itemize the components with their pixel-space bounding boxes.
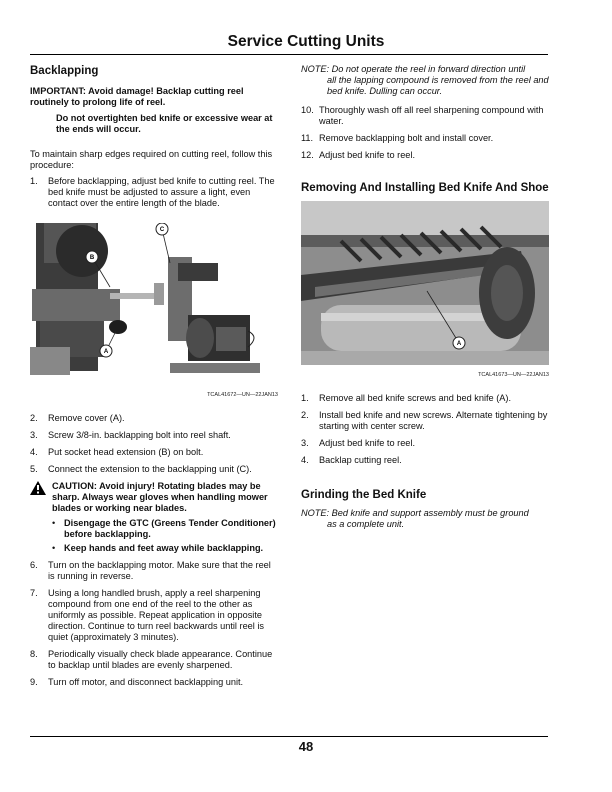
callout-a-label: A bbox=[456, 341, 462, 347]
footer-rule bbox=[30, 736, 548, 737]
bullet-text: Keep hands and feet away while backlapping. bbox=[64, 543, 264, 553]
note-text-cont: as a complete unit. bbox=[327, 519, 405, 529]
bullet-text: Disengage the GTC (Greens Tender Conditioner) before backlapping. bbox=[64, 518, 276, 539]
step-number: 4. bbox=[301, 455, 309, 465]
step-text: Using a long handled brush, apply a reel sharpening compound from one end of the reel to the other as uniformly as possible. Repeat application in opposite direction. Continue to turn reel backwards until reel is quiet (approximately 3 minutes). bbox=[48, 588, 265, 642]
bullet-icon: • bbox=[52, 543, 56, 553]
step-text: Connect the extension to the backlapping unit (C). bbox=[48, 464, 252, 474]
list-item bbox=[30, 464, 278, 475]
step-list-2 bbox=[30, 413, 278, 475]
list-item bbox=[301, 438, 549, 449]
list-item bbox=[301, 455, 549, 466]
list-item bbox=[301, 105, 549, 127]
step-list-3 bbox=[30, 560, 278, 688]
section-heading-backlapping: Backlapping bbox=[30, 65, 99, 77]
header-rule bbox=[30, 54, 548, 55]
important-note-2: Do not overtighten bed knife or excessive wear at the ends will occur. bbox=[56, 113, 273, 134]
step-text: Thoroughly wash off all reel sharpening compound with water. bbox=[319, 105, 544, 126]
list-item bbox=[30, 430, 278, 441]
step-number: 1. bbox=[301, 393, 309, 403]
step-number: 3. bbox=[30, 430, 38, 440]
list-item bbox=[301, 133, 549, 144]
step-text: Backlap cutting reel. bbox=[319, 455, 402, 465]
callout-b-label: B bbox=[89, 255, 95, 261]
list-item bbox=[30, 649, 278, 671]
page-number: 48 bbox=[298, 739, 314, 754]
list-item bbox=[30, 560, 278, 582]
list-item bbox=[30, 588, 278, 643]
step-list-1 bbox=[30, 176, 278, 209]
step-text: Screw 3/8-in. backlapping bolt into reel shaft. bbox=[48, 430, 231, 440]
intro-text: To maintain sharp edges required on cutting reel, follow this procedure: bbox=[30, 149, 273, 170]
step-text: Install bed knife and new screws. Alternate tightening by starting with center screw. bbox=[319, 410, 548, 431]
bed-knife-photo bbox=[301, 201, 549, 365]
figure-backlapping-unit bbox=[30, 223, 278, 401]
figure-label: TCAL41672—UN—22JAN13 bbox=[207, 392, 278, 398]
step-number: 1. bbox=[30, 176, 38, 186]
callout-c-label: C bbox=[159, 227, 165, 233]
step-text: Adjust bed knife to reel. bbox=[319, 438, 416, 448]
list-item bbox=[301, 393, 549, 404]
step-text: Remove all bed knife screws and bed knife (A). bbox=[319, 393, 512, 403]
left-column bbox=[30, 64, 278, 694]
callout-a-label: A bbox=[103, 349, 109, 355]
section-heading-grinding: Grinding the Bed Knife bbox=[301, 489, 427, 501]
list-item bbox=[30, 518, 278, 540]
figure-bed-knife bbox=[301, 201, 549, 381]
list-item bbox=[301, 410, 549, 432]
section-heading-bed-knife: Removing And Installing Bed Knife And Shoe bbox=[301, 182, 549, 194]
page-title: Service Cutting Units bbox=[227, 33, 385, 50]
step-text: Put socket head extension (B) on bolt. bbox=[48, 447, 204, 457]
step-number: 5. bbox=[30, 464, 38, 474]
step-text: Remove backlapping bolt and install cover. bbox=[319, 133, 494, 143]
note-text: NOTE: Do not operate the reel in forward direction until bbox=[301, 64, 526, 74]
backlapping-unit-photo bbox=[30, 223, 278, 385]
note-text: NOTE: Bed knife and support assembly must be ground bbox=[301, 508, 529, 518]
list-item bbox=[30, 677, 278, 688]
step-text: Remove cover (A). bbox=[48, 413, 125, 423]
step-number: 4. bbox=[30, 447, 38, 457]
list-item bbox=[30, 176, 278, 209]
caution-bullets bbox=[30, 518, 278, 554]
step-number: 9. bbox=[30, 677, 38, 687]
bullet-icon: • bbox=[52, 518, 56, 528]
step-text: Turn on the backlapping motor. Make sure that the reel is running in reverse. bbox=[48, 560, 271, 581]
list-item bbox=[30, 447, 278, 458]
step-text: Before backlapping, adjust bed knife to cutting reel. The bed knife must be adjusted to assure a light, even contact over the entire length of the blade. bbox=[48, 176, 275, 208]
list-item bbox=[30, 543, 278, 554]
step-number: 7. bbox=[30, 588, 38, 598]
step-number: 3. bbox=[301, 438, 309, 448]
step-number: 8. bbox=[30, 649, 38, 659]
list-item bbox=[30, 413, 278, 424]
step-number: 6. bbox=[30, 560, 38, 570]
step-list-5 bbox=[301, 393, 549, 466]
step-number: 2. bbox=[30, 413, 38, 423]
note-grinding bbox=[301, 508, 549, 530]
right-column bbox=[301, 64, 549, 530]
step-number: 12. bbox=[301, 150, 314, 160]
figure-label: TCAL41673—UN—22JAN13 bbox=[478, 372, 549, 378]
note-text-cont: all the lapping compound is removed from the reel and bed knife. Dulling can occur. bbox=[327, 75, 549, 96]
note-lapping-compound bbox=[301, 64, 549, 97]
caution-text: CAUTION: Avoid injury! Rotating blades may be sharp. Always wear gloves when handling mower blades or working near blades. bbox=[52, 481, 268, 513]
step-text: Turn off motor, and disconnect backlapping unit. bbox=[48, 677, 244, 687]
step-number: 2. bbox=[301, 410, 309, 420]
important-note: IMPORTANT: Avoid damage! Backlap cutting reel routinely to prolong life of reel. bbox=[30, 86, 244, 107]
caution-block bbox=[30, 481, 278, 514]
step-text: Periodically visually check blade appearance. Continue to backlap until blades are evenly sharpened. bbox=[48, 649, 273, 670]
warning-triangle-icon bbox=[30, 481, 46, 495]
step-list-4 bbox=[301, 105, 549, 161]
step-number: 11. bbox=[301, 133, 314, 143]
step-number: 10. bbox=[301, 105, 314, 115]
step-text: Adjust bed knife to reel. bbox=[319, 150, 416, 160]
list-item bbox=[301, 150, 549, 161]
